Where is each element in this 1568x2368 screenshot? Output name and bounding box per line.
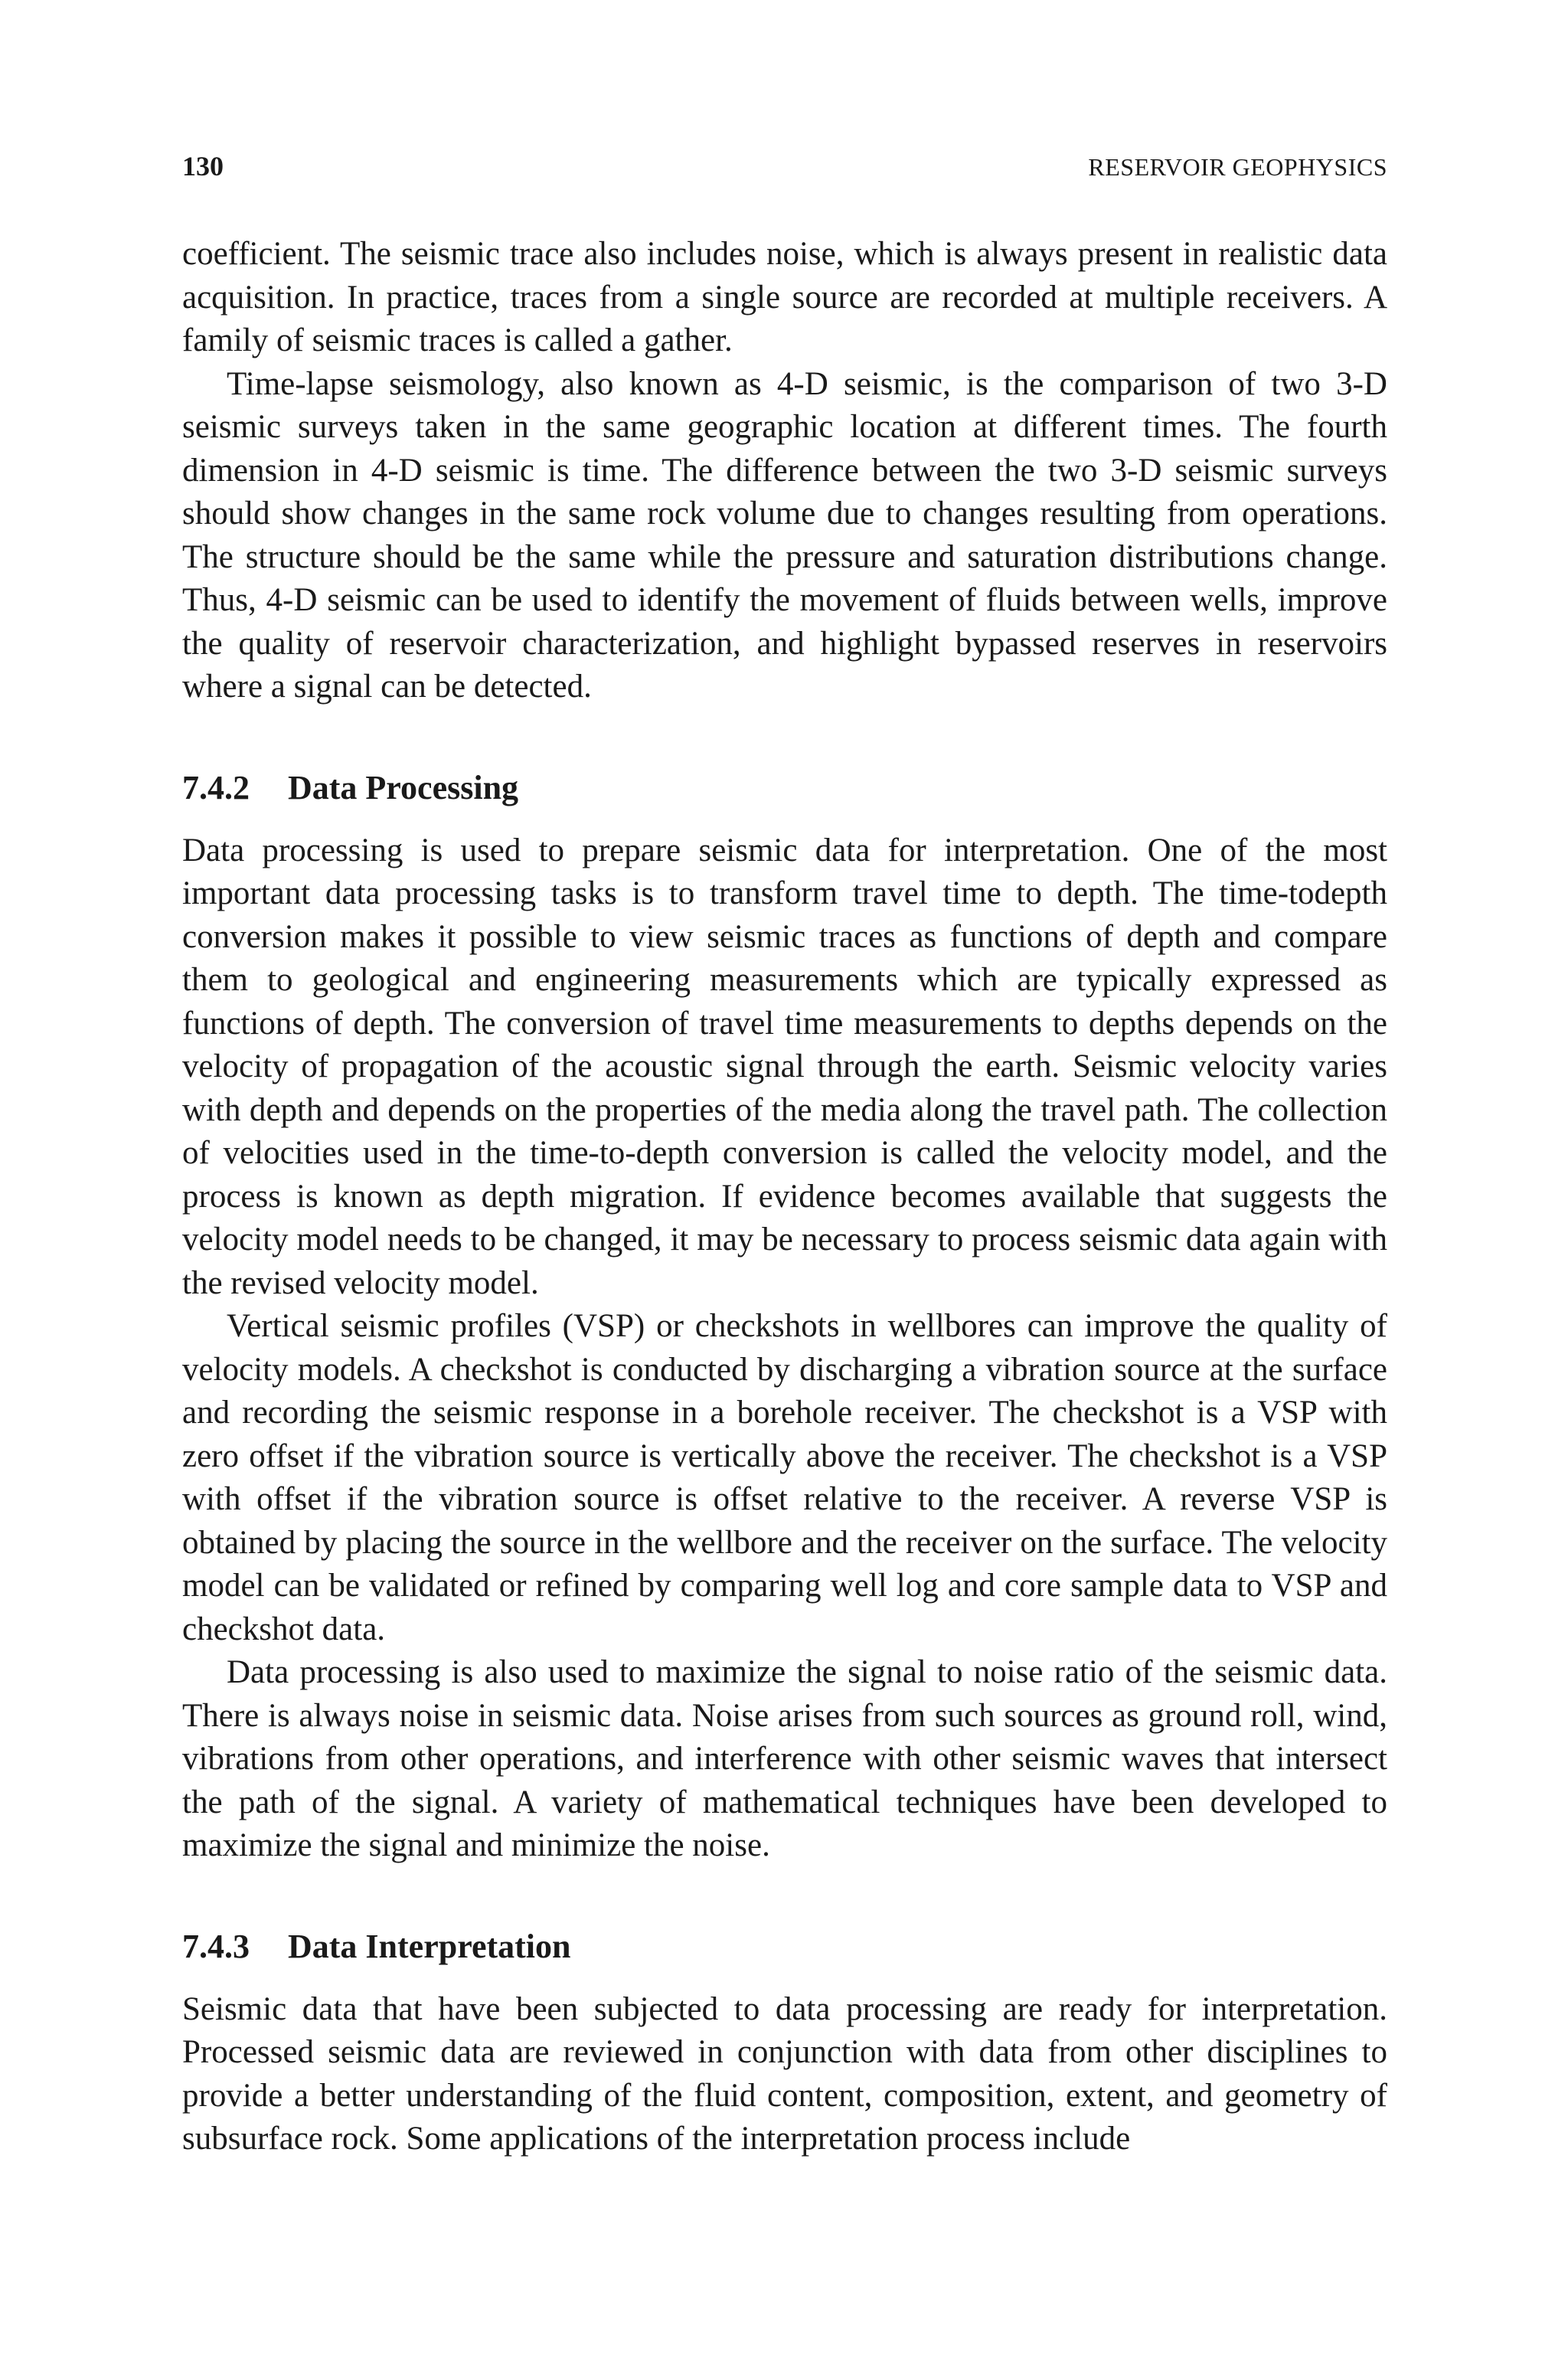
- section-number: 7.4.2: [182, 768, 250, 806]
- running-title: RESERVOIR GEOPHYSICS: [1088, 153, 1387, 181]
- paragraph-data-processing-1: Data processing is used to prepare seismic data for interpretation. One of the most important data processing tasks is to transform travel time to depth. The time-todepth conversion makes it possible to view seismic traces as functions of depth and compare them to geological and engineering measurements which are typically expressed as functions of depth. The conversion of travel time measurements to depths depends on the velocity of propagation of the acoustic signal through the earth. Seismic velocity varies with depth and depends on the properties of the media along the travel path. The collection of velocities used in the time-to-depth conversion is called the velocity model, and the process is known as depth migration. If evidence becomes available that suggests the velocity model needs to be changed, it may be necessary to process seismic data again with the revised velocity model.: [182, 832, 1387, 1301]
- section-heading-data-processing: [182, 767, 1387, 810]
- paragraph-data-processing-3: Data processing is also used to maximize the signal to noise ratio of the seismic data. There is always noise in seismic data. Noise arises from such sources as ground roll, wind, vibrations from other operations, and interference with other seismic waves that intersect the path of the signal. A variety of mathematical techniques have been developed to maximize the signal and minimize the noise.: [182, 1654, 1387, 1863]
- paragraph-continued: coefficient. The seismic trace also includes noise, which is always present in realistic data acquisition. In practice, traces from a single source are recorded at multiple receivers. A family of seismic traces is called a gather.: [182, 236, 1387, 358]
- paragraph-data-interpretation-1: Seismic data that have been subjected to data processing are ready for interpretation. Processed seismic data are reviewed in conjunction with data from other disciplines to provide a better understanding of the fluid content, composition, extent, and geometry of subsurface rock. Some applications of the interpretation process include: [182, 1990, 1387, 2157]
- section-heading-data-interpretation: [182, 1925, 1387, 1968]
- section-title: Data Processing: [288, 768, 519, 806]
- book-page: [182, 150, 1387, 2161]
- section-title: Data Interpretation: [288, 1927, 571, 1965]
- paragraph-time-lapse: Time-lapse seismology, also known as 4-D seismic, is the comparison of two 3-D seismic surveys taken in the same geographic location at different times. The fourth dimension in 4-D seismic is time. The difference between the two 3-D seismic surveys should show changes in the same rock volume due to changes resulting from operations. The structure should be the same while the pressure and saturation distributions change. Thus, 4-D seismic can be used to identify the movement of fluids between wells, improve the quality of reservoir characterization, and highlight bypassed reserves in reservoirs where a signal can be detected.: [182, 365, 1387, 705]
- running-head: [182, 150, 1387, 196]
- page-number: 130: [182, 151, 224, 182]
- paragraph-data-processing-2: Vertical seismic profiles (VSP) or checkshots in wellbores can improve the quality of velocity models. A checkshot is conducted by discharging a vibration source at the surface and recording the seismic response in a borehole receiver. The checkshot is a VSP with zero offset if the vibration source is vertically above the receiver. The checkshot is a VSP with offset if the vibration source is offset relative to the receiver. A reverse VSP is obtained by placing the source in the wellbore and the receiver on the surface. The velocity model can be validated or refined by comparing well log and core sample data to VSP and checkshot data.: [182, 1308, 1387, 1647]
- section-number: 7.4.3: [182, 1927, 250, 1965]
